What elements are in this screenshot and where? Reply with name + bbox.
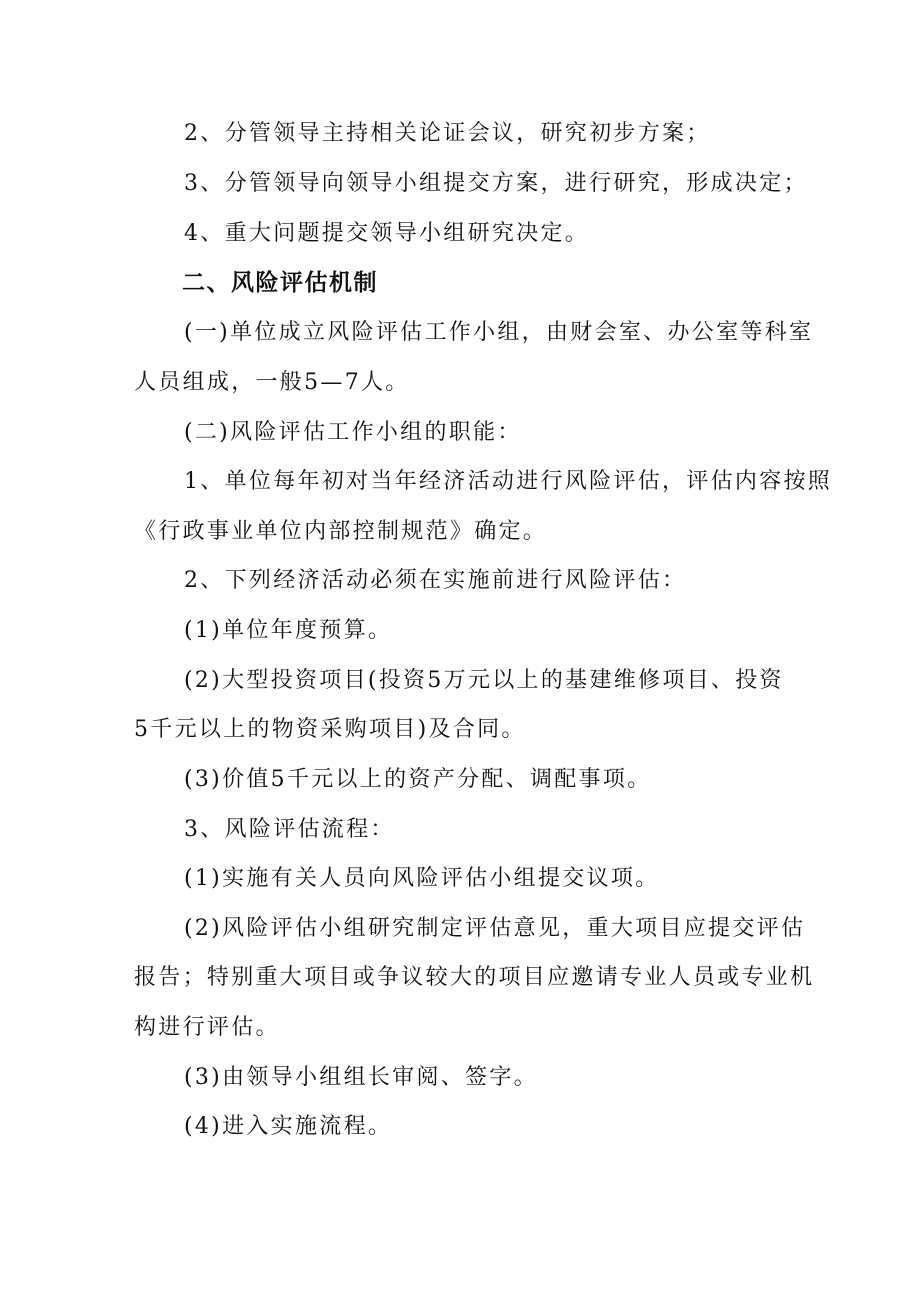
paragraph-line-decision-step-4: 4、重大问题提交领导小组研究决定。 [184, 221, 590, 246]
paragraph-line-process-step-2: (2)风险评估小组研究制定评估意见，重大项目应提交评估 [184, 916, 806, 941]
paragraph-line-process-step-4: (4)进入实施流程。 [184, 1114, 393, 1139]
paragraph-line-assessment-process: 3、风险评估流程： [184, 817, 395, 842]
paragraph-line-process-step-2-cont: 报告；特别重大项目或争议较大的项目应邀请专业人员或专业机 [134, 965, 815, 990]
paragraph-line-annual-assessment-cont: 《行政事业单位内部控制规范》确定。 [134, 519, 548, 544]
paragraph-line-annual-assessment: 1、单位每年初对当年经济活动进行风险评估，评估内容按照 [184, 469, 833, 494]
paragraph-line-investment-projects-cont: 5千元以上的物资采购项目)及合同。 [134, 717, 526, 742]
paragraph-line-required-activities: 2、下列经济活动必须在实施前进行风险评估： [184, 568, 687, 593]
paragraph-line-process-step-3: (3)由领导小组组长审阅、签字。 [184, 1065, 538, 1090]
paragraph-line-investment-projects: (2)大型投资项目(投资5万元以上的基建维修项目、投资 [184, 668, 784, 693]
paragraph-line-process-step-2-end: 构进行评估。 [134, 1015, 280, 1040]
paragraph-line-working-group: (一)单位成立风险评估工作小组，由财会室、办公室等科室 [184, 320, 814, 345]
paragraph-line-group-functions: (二)风险评估工作小组的职能： [184, 420, 522, 445]
paragraph-line-decision-step-2: 2、分管领导主持相关论证会议，研究初步方案； [184, 121, 711, 146]
paragraph-line-working-group-cont: 人员组成，一般5—7人。 [134, 370, 410, 395]
paragraph-line-annual-budget: (1)单位年度预算。 [184, 618, 393, 643]
paragraph-line-decision-step-3: 3、分管领导向领导小组提交方案，进行研究，形成决定； [184, 171, 808, 196]
paragraph-line-process-step-1: (1)实施有关人员向风险评估小组提交议项。 [184, 866, 660, 891]
paragraph-line-asset-allocation: (3)价值5千元以上的资产分配、调配事项。 [184, 767, 652, 792]
section-heading-risk-assessment: 二、风险评估机制 [182, 270, 378, 296]
